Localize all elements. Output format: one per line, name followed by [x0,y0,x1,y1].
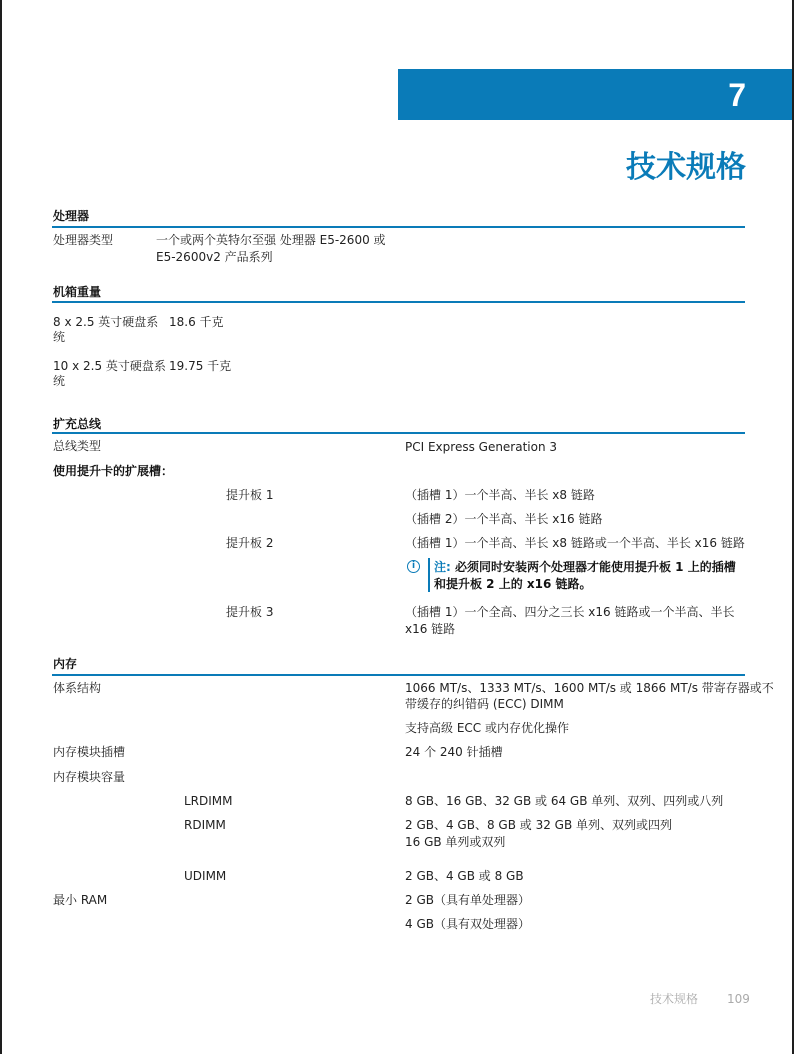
riser-slot: （插槽 2）一个半高、半长 x16 链路 [405,512,603,526]
section-heading-expansion-bus: 扩充总线 [53,417,102,431]
spec-label: 体系结构 [53,681,102,695]
dimm-type: LRDIMM [184,794,233,808]
spec-value: 19.75 千克 [169,359,232,373]
spec-label: 内存模块容量 [53,770,126,784]
spec-value: 24 个 240 针插槽 [405,745,503,759]
spec-value: 支持高级 ECC 或内存优化操作 [405,721,569,735]
spec-value: 18.6 千克 [169,315,224,329]
section-divider [52,432,745,434]
page-number: 109 [727,992,750,1006]
page-edge-left [0,0,2,1054]
spec-value: 带缓存的纠错码 (ECC) DIMM [405,697,564,711]
note-label: 注: [434,560,451,574]
section-heading-chassis-weight: 机箱重量 [53,285,102,299]
footer-section-title: 技术规格 [650,992,699,1006]
chapter-title: 技术规格 [626,150,746,185]
spec-value: PCI Express Generation 3 [405,440,558,454]
riser-slot: （插槽 1）一个全高、四分之三长 x16 链路或一个半高、半长 [405,605,735,619]
spec-value: 4 GB（具有双处理器） [405,917,530,931]
spec-label: 统 [53,330,66,344]
chapter-band [398,69,792,120]
spec-label: 统 [53,374,66,388]
riser-slot: （插槽 1）一个半高、半长 x8 链路 [405,488,595,502]
note-text: 必须同时安装两个处理器才能使用提升板 1 上的插槽 [455,560,736,574]
spec-value: 1066 MT/s、1333 MT/s、1600 MT/s 或 1866 MT/s 带寄存器或不 [405,681,774,695]
spec-value: E5-2600v2 产品系列 [156,250,273,264]
info-icon: i [407,560,420,573]
note-line [434,559,736,575]
spec-label: 最小 RAM [53,893,108,907]
spec-label: 10 x 2.5 英寸硬盘系 [53,359,166,373]
riser-slot: （插槽 1）一个半高、半长 x8 链路或一个半高、半长 x16 链路 [405,536,745,550]
riser-subheading: 使用提升卡的扩展槽： [53,464,174,478]
riser-label: 提升板 3 [226,605,274,619]
dimm-capacity: 2 GB、4 GB、8 GB 或 32 GB 单列、双列或四列 [405,818,673,832]
dimm-capacity: 8 GB、16 GB、32 GB 或 64 GB 单列、双列、四列或八列 [405,794,724,808]
section-heading-memory: 内存 [53,657,78,671]
spec-value: 一个或两个英特尔至强 处理器 E5-2600 或 [156,233,386,247]
riser-label: 提升板 1 [226,488,274,502]
chapter-number: 7 [728,77,746,113]
section-divider [52,226,745,228]
spec-label: 8 x 2.5 英寸硬盘系 [53,315,159,329]
riser-label: 提升板 2 [226,536,274,550]
dimm-capacity: 16 GB 单列或双列 [405,835,506,849]
note-text: 和提升板 2 上的 x16 链路。 [434,577,592,591]
note-bar [428,558,430,592]
dimm-capacity: 2 GB、4 GB 或 8 GB [405,869,524,883]
dimm-type: RDIMM [184,818,226,832]
section-divider [52,674,745,676]
section-divider [52,301,745,303]
section-heading-processor: 处理器 [53,209,90,223]
riser-slot: x16 链路 [405,622,456,636]
dimm-type: UDIMM [184,869,227,883]
spec-value: 2 GB（具有单处理器） [405,893,530,907]
spec-label: 总线类型 [53,439,102,453]
spec-label: 处理器类型 [53,233,114,247]
spec-label: 内存模块插槽 [53,745,126,759]
